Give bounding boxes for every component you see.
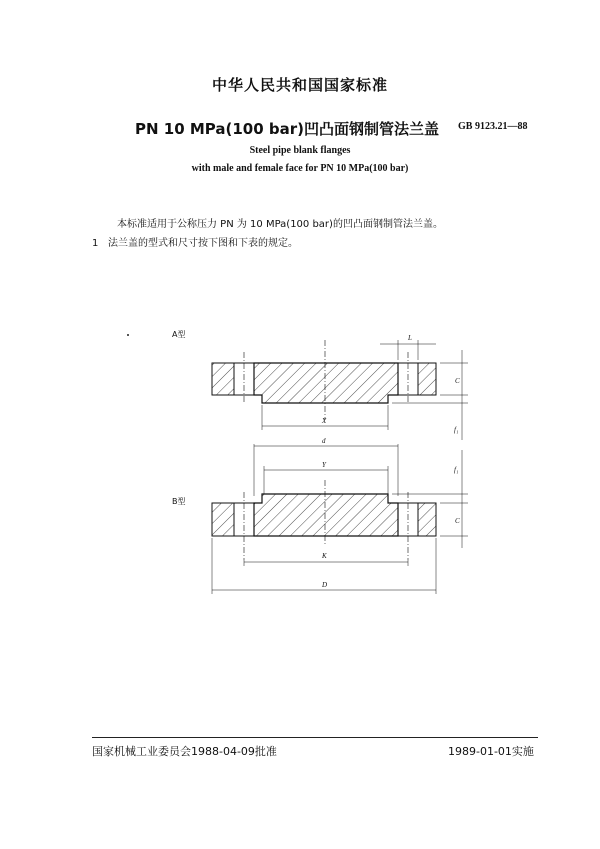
footer-divider [92, 737, 538, 738]
english-title-line1: Steel pipe blank flanges [249, 145, 351, 156]
dim-k: K [322, 552, 327, 560]
type-b-section [172, 437, 468, 594]
standard-header: 中华人民共和国国家标准 [211, 76, 388, 94]
dim-c-a: C [455, 377, 460, 385]
type-a-section [172, 329, 468, 440]
standard-code: GB 9123.21—88 [458, 121, 528, 132]
type-a-label: A型 [172, 330, 186, 339]
english-title-line2: with male and female face for PN 10 MPa(100 bar) [191, 163, 409, 174]
dim-d-outer: D [322, 581, 328, 589]
dim-y: Y [322, 461, 326, 469]
document-title: PN 10 MPa(100 bar)凹凸面钢制管法兰盖 [135, 120, 440, 138]
dim-d: d [322, 437, 326, 445]
approval-line: 国家机械工业委员会1988-04-09批准 [92, 745, 277, 758]
clause-number: 1 [92, 238, 99, 249]
dim-x: X [322, 417, 327, 425]
clause-text: 法兰盖的型式和尺寸按下图和下表的规定。 [108, 238, 298, 249]
scope-paragraph: 本标准适用于公称压力 PN 为 10 MPa(100 bar)的凹凸面钢制管法兰盖。 [117, 219, 443, 230]
effective-date: 1989-01-01实施 [448, 745, 534, 758]
dim-l: L [408, 334, 412, 342]
type-b-label: B型 [172, 497, 186, 506]
dim-f1-b: f₁ [454, 466, 459, 474]
dim-c-b: C [455, 517, 460, 525]
dim-f1-a: f₁ [454, 426, 459, 434]
